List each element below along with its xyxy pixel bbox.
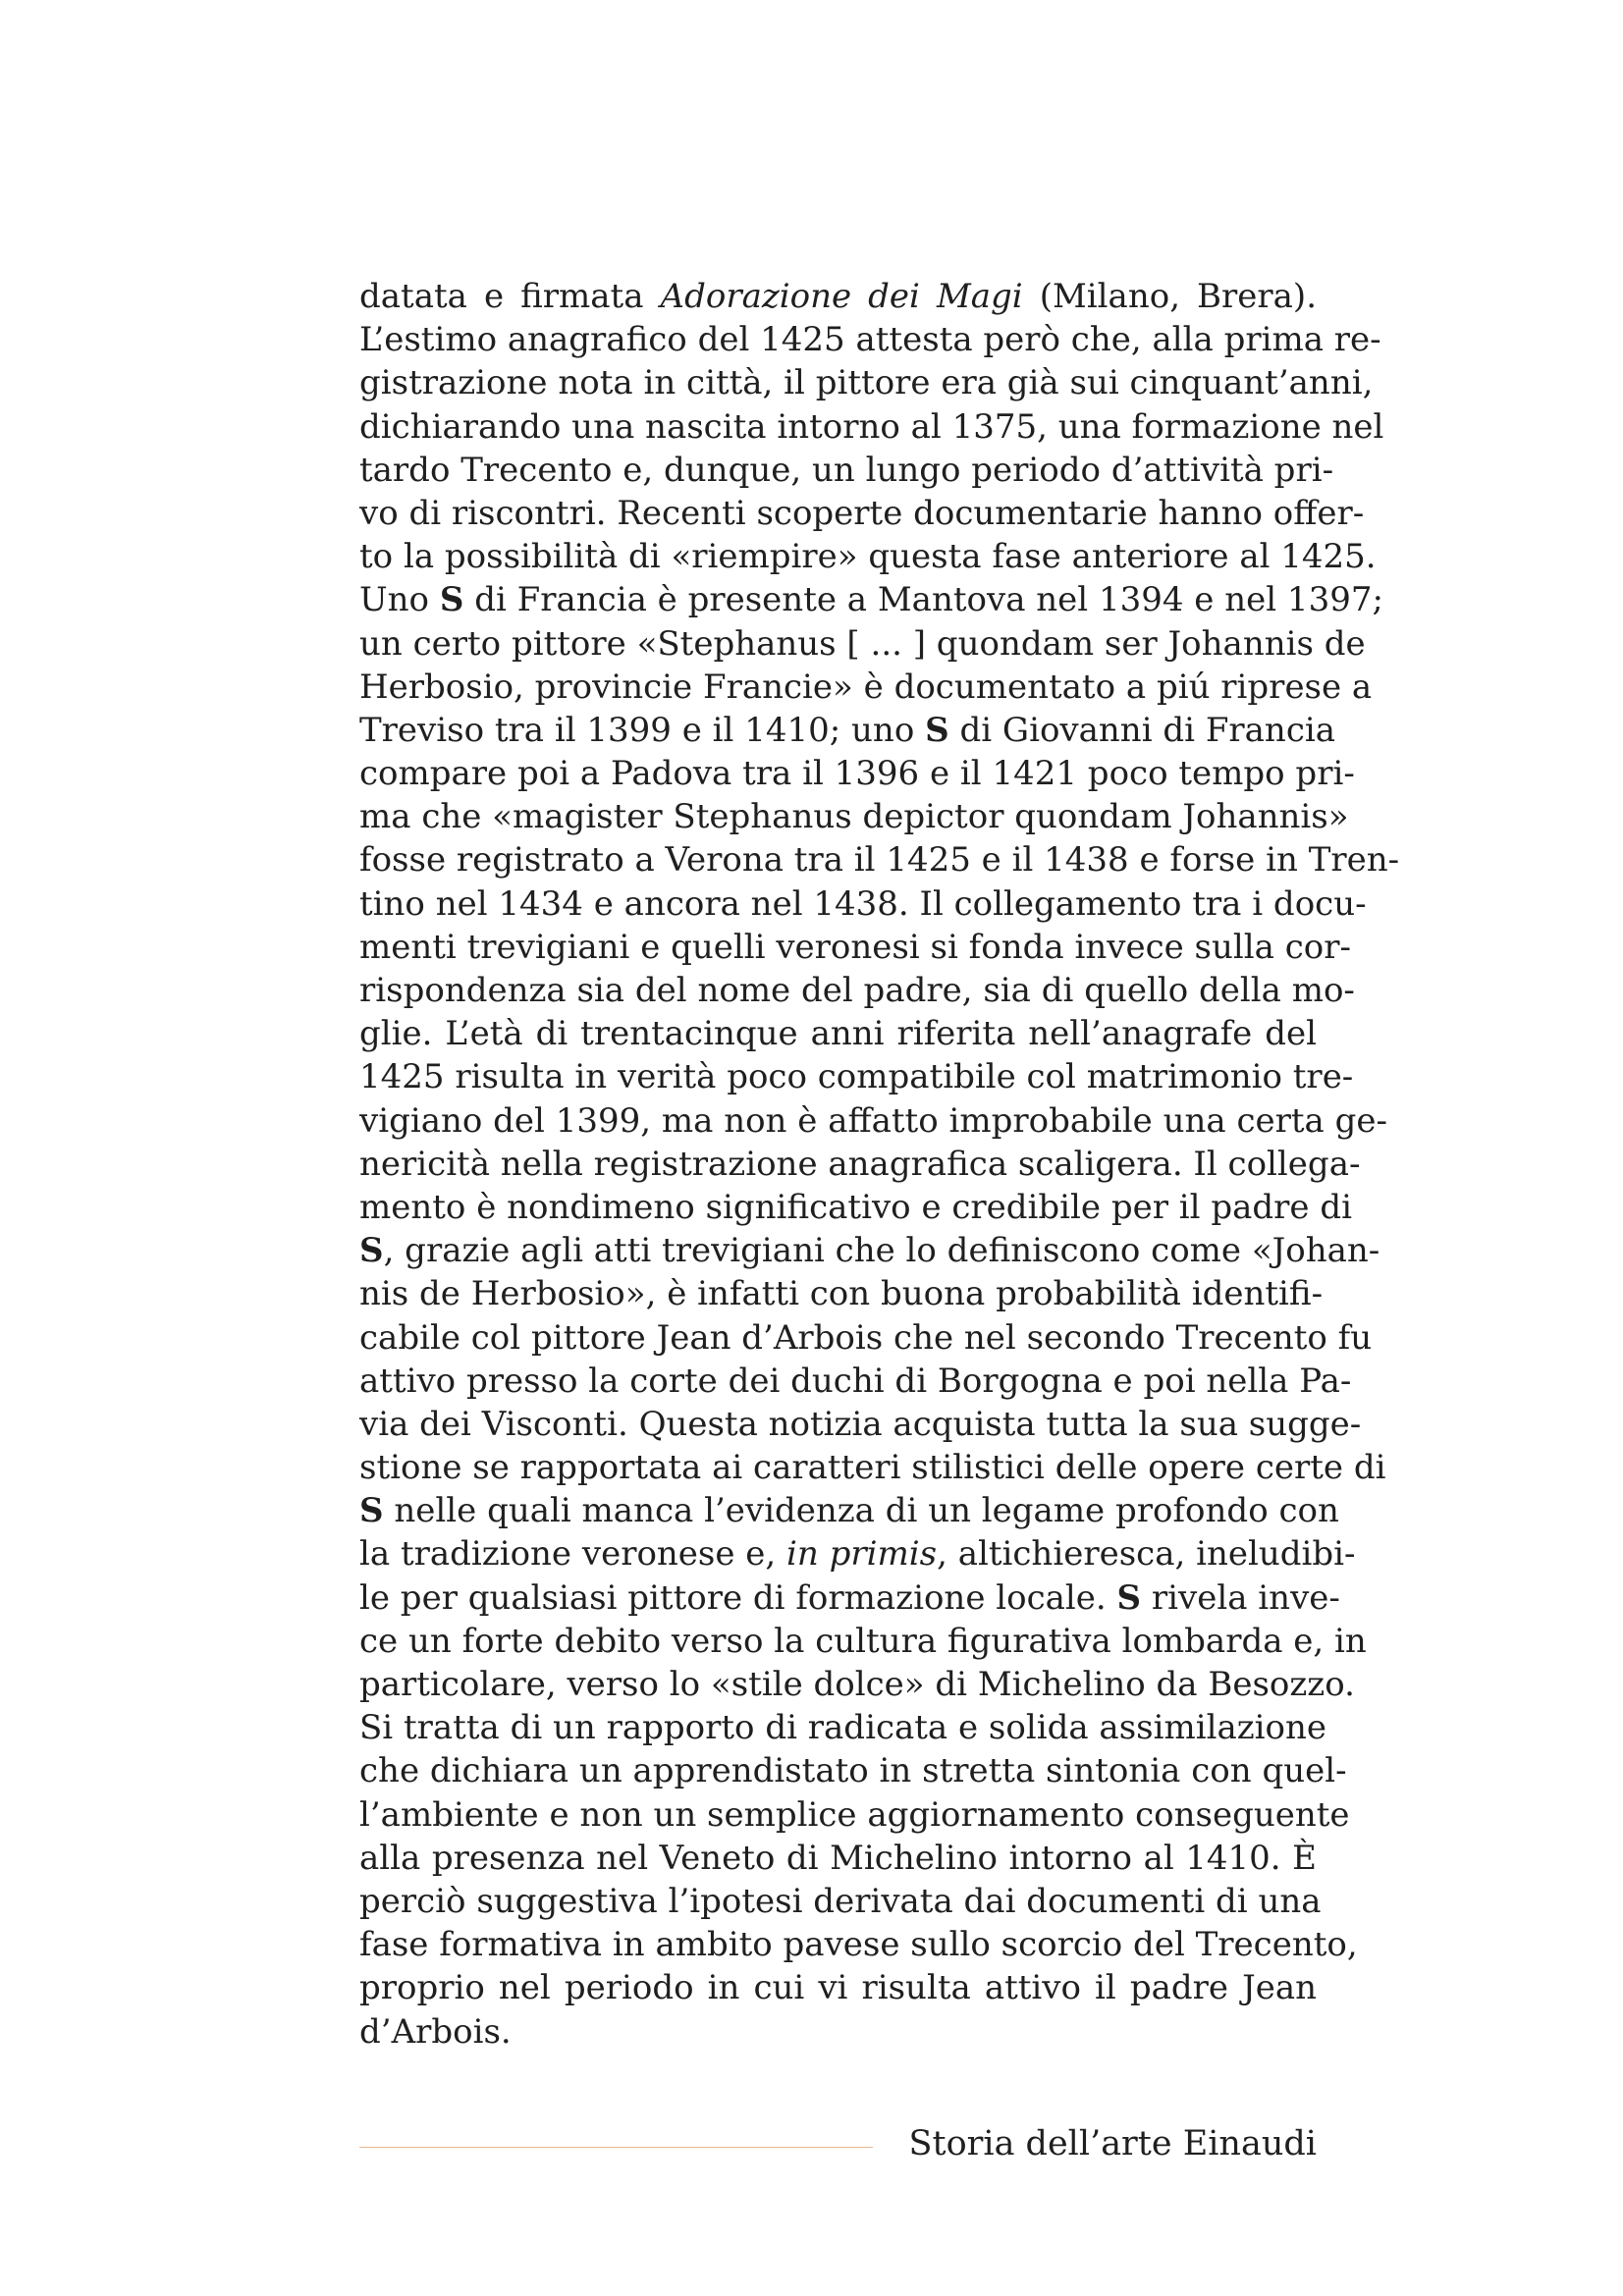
text-line bbox=[359, 1272, 1324, 1315]
text-segment: , grazie agli atti trevigiani che lo definiscono come «Johan- bbox=[383, 1231, 1380, 1271]
text-segment: nericità nella registrazione anagrafica scaligera. Il collega- bbox=[359, 1144, 1361, 1184]
text-segment: tino nel 1434 e ancora nel 1438. Il collegamento tra i docu- bbox=[359, 883, 1367, 924]
text-line bbox=[359, 361, 1374, 404]
text-line bbox=[359, 1489, 1339, 1532]
text-segment: tardo Trecento e, dunque, un lungo periodo d’attività pri- bbox=[359, 450, 1334, 490]
text-line bbox=[359, 1229, 1380, 1272]
text-segment: 1425 risulta in verità poco compatibile col matrimonio tre- bbox=[359, 1057, 1354, 1097]
text-line bbox=[359, 1620, 1367, 1663]
text-segment: Herbosio, provincie Francie» è documentato a piú riprese a bbox=[359, 667, 1373, 707]
text-segment: dichiarando una nascita intorno al 1375, una formazione nel bbox=[359, 406, 1384, 447]
text-line bbox=[359, 2010, 1317, 2054]
text-segment: rivela inve- bbox=[1141, 1577, 1340, 1618]
italic-text: in primis bbox=[786, 1534, 938, 1575]
text-line bbox=[359, 1446, 1386, 1489]
text-line bbox=[359, 1923, 1358, 1966]
body-text bbox=[359, 275, 1400, 2054]
text-segment: che dichiara un apprendistato in stretta sintonia con quel- bbox=[359, 1751, 1347, 1791]
bold-initial: S bbox=[1116, 1577, 1142, 1618]
text-line bbox=[359, 535, 1377, 578]
text-segment: Uno bbox=[359, 580, 440, 620]
text-line bbox=[359, 795, 1349, 838]
text-segment: L’estimo anagrafico del 1425 attesta però che, alla prima re- bbox=[359, 320, 1381, 360]
bold-initial: S bbox=[359, 1491, 384, 1531]
text-line bbox=[359, 926, 1351, 969]
text-line bbox=[359, 969, 1355, 1012]
text-segment: rispondenza sia del nome del padre, sia di quello della mo- bbox=[359, 971, 1355, 1010]
text-line bbox=[359, 1880, 1322, 1923]
text-segment: via dei Visconti. Questa notizia acquista tutta la sua sugge- bbox=[359, 1404, 1362, 1444]
italic-text: Adorazione dei Magi bbox=[660, 277, 1023, 316]
text-segment: proprio nel periodo in cui vi risulta attivo il padre Jean bbox=[359, 1968, 1317, 2008]
text-line bbox=[359, 1706, 1327, 1749]
text-segment: (Milano, Brera). bbox=[1022, 277, 1317, 316]
text-line bbox=[359, 449, 1334, 492]
text-segment: la tradizione veronese e, bbox=[359, 1534, 787, 1575]
text-line bbox=[359, 1055, 1354, 1098]
text-line bbox=[359, 1143, 1361, 1186]
text-line bbox=[359, 1749, 1347, 1792]
text-segment: attivo presso la corte dei duchi di Borgogna e poi nella Pa- bbox=[359, 1361, 1352, 1401]
text-line bbox=[359, 622, 1366, 666]
text-line bbox=[359, 1316, 1373, 1360]
text-segment: di Francia è presente a Mantova nel 1394 e nel 1397; bbox=[463, 580, 1383, 620]
text-segment: , altichieresca, ineludibi- bbox=[937, 1534, 1356, 1575]
text-segment: nelle quali manca l’evidenza di un legame profondo con bbox=[383, 1491, 1339, 1531]
text-segment: alla presenza nel Veneto di Michelino intorno al 1410. È bbox=[359, 1838, 1317, 1878]
text-line bbox=[359, 666, 1373, 709]
text-segment: cabile col pittore Jean d’Arbois che nel secondo Trecento fu bbox=[359, 1317, 1373, 1358]
text-segment: mento è nondimeno significativo e credibile per il padre di bbox=[359, 1187, 1352, 1227]
bold-initial: S bbox=[925, 710, 949, 750]
text-segment: menti trevigiani e quelli veronesi si fonda invece sulla cor- bbox=[359, 927, 1351, 967]
bold-initial: S bbox=[359, 1231, 384, 1271]
text-segment: to la possibilità di «riempire» questa fase anteriore al 1425. bbox=[359, 537, 1377, 577]
text-segment: datata e firmata bbox=[359, 277, 661, 316]
footer-divider bbox=[359, 2147, 873, 2148]
text-segment: perciò suggestiva l’ipotesi derivata dai documenti di una bbox=[359, 1881, 1322, 1921]
text-line bbox=[359, 405, 1384, 449]
text-line bbox=[359, 1403, 1362, 1446]
text-line bbox=[359, 492, 1365, 535]
text-line bbox=[359, 1186, 1352, 1229]
text-line bbox=[359, 578, 1383, 621]
text-line bbox=[359, 1012, 1317, 1055]
text-segment: glie. L’età di trentacinque anni riferita nell’anagrafe del bbox=[359, 1014, 1317, 1054]
text-line bbox=[359, 1532, 1356, 1575]
text-segment: compare poi a Padova tra il 1396 e il 1421 poco tempo pri- bbox=[359, 754, 1355, 794]
text-segment: ce un forte debito verso la cultura figurativa lombarda e, in bbox=[359, 1621, 1367, 1661]
text-segment: d’Arbois. bbox=[359, 2011, 512, 2052]
text-line bbox=[359, 1360, 1352, 1403]
text-line bbox=[359, 709, 1336, 752]
footer-title: Storia dell’arte Einaudi bbox=[908, 2124, 1317, 2163]
text-segment: vo di riscontri. Recenti scoperte documentarie hanno offer- bbox=[359, 493, 1365, 533]
text-segment: vigiano del 1399, ma non è affatto improbabile una certa ge- bbox=[359, 1100, 1387, 1141]
bold-initial: S bbox=[439, 580, 464, 620]
text-line bbox=[359, 1793, 1350, 1837]
text-segment: l’ambiente e non un semplice aggiornamento conseguente bbox=[359, 1794, 1350, 1835]
text-segment: fase formativa in ambito pavese sullo scorcio del Trecento, bbox=[359, 1925, 1358, 1965]
text-segment: le per qualsiasi pittore di formazione locale. bbox=[359, 1577, 1117, 1618]
text-line bbox=[359, 1966, 1317, 2009]
text-segment: gistrazione nota in città, il pittore era già sui cinquant’anni, bbox=[359, 363, 1374, 403]
text-line bbox=[359, 882, 1367, 926]
text-segment: stione se rapportata ai caratteri stilistici delle opere certe di bbox=[359, 1448, 1386, 1488]
text-line bbox=[359, 838, 1400, 881]
text-line bbox=[359, 318, 1381, 361]
text-segment: ma che «magister Stephanus depictor quondam Johannis» bbox=[359, 797, 1349, 837]
text-segment: Si tratta di un rapporto di radicata e solida assimilazione bbox=[359, 1708, 1327, 1748]
text-segment: nis de Herbosio», è infatti con buona probabilità identifi- bbox=[359, 1274, 1324, 1314]
text-line bbox=[359, 1099, 1387, 1143]
text-line bbox=[359, 275, 1317, 318]
text-line bbox=[359, 1837, 1317, 1880]
text-segment: di Giovanni di Francia bbox=[948, 710, 1336, 750]
text-line bbox=[359, 1576, 1340, 1620]
text-line bbox=[359, 752, 1355, 795]
text-segment: particolare, verso lo «stile dolce» di Michelino da Besozzo. bbox=[359, 1665, 1355, 1704]
text-segment: Treviso tra il 1399 e il 1410; uno bbox=[359, 710, 926, 750]
text-segment: un certo pittore «Stephanus [ ... ] quondam ser Johannis de bbox=[359, 623, 1366, 664]
text-segment: fosse registrato a Verona tra il 1425 e il 1438 e forse in Tren- bbox=[359, 840, 1400, 881]
text-line bbox=[359, 1663, 1355, 1706]
